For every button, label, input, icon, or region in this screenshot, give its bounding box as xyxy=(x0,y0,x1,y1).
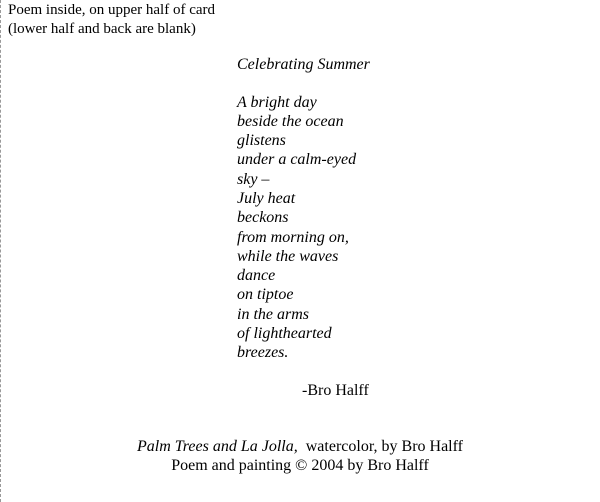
header-note xyxy=(8,1,215,39)
poem-line: breezes. xyxy=(237,344,289,362)
header-note-line-2: (lower half and back are blank) xyxy=(8,21,196,37)
artwork-caption xyxy=(0,437,600,456)
poem-line: dance xyxy=(237,267,276,285)
poem-line: glistens xyxy=(237,132,286,150)
poem-line: sky – xyxy=(237,170,270,188)
poem-line: under a calm-eyed xyxy=(237,151,357,169)
poem-line: July heat xyxy=(237,189,296,207)
left-dashed-border xyxy=(0,0,1,502)
poem-line: in the arms xyxy=(237,305,309,323)
poem-author: -Bro Halff xyxy=(302,382,369,399)
poem-line: of lighthearted xyxy=(237,325,332,343)
poem-line: A bright day xyxy=(237,93,317,111)
copyright-notice: Poem and painting © 2004 by Bro Halff xyxy=(171,457,429,474)
poem-line: beside the ocean xyxy=(237,112,344,130)
artwork-details: watercolor, by Bro Halff xyxy=(305,438,463,455)
poem-body xyxy=(237,93,356,363)
poem-line: from morning on, xyxy=(237,228,349,246)
artwork-title: Palm Trees and La Jolla, xyxy=(137,438,298,455)
poem-title: Celebrating Summer xyxy=(237,56,370,73)
header-note-line-1: Poem inside, on upper half of card xyxy=(8,2,216,18)
poem-line: beckons xyxy=(237,209,289,227)
poem-line: while the waves xyxy=(237,247,339,265)
poem-line: on tiptoe xyxy=(237,286,294,304)
